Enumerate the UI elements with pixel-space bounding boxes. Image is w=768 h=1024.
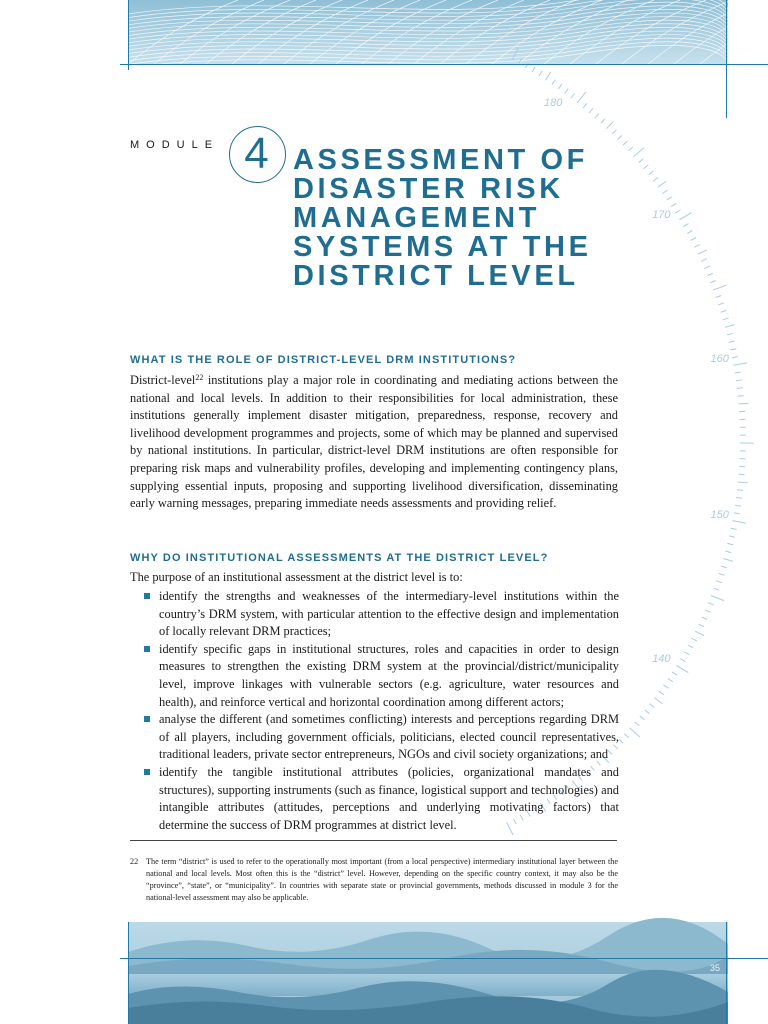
- footnote-text: The term “district” is used to refer to the operationally most important (from a local perspective) intermediary institutional layer between the national and local levels. Most often this is the “district” level. However, depending on the specific country context, it may also be the “province”, “state”, or “municipality”. In countries with separate state or provincial governments, methods discussed in module 3 for the national-level assessment may also be applicable.: [146, 857, 618, 902]
- bullet-item: [143, 641, 619, 711]
- landscape-banner-image: [128, 922, 728, 1024]
- title-line: ASSESSMENT OF: [293, 144, 588, 176]
- bullet-text: identify the tangible institutional attributes (policies, organizational mandates and structures), supporting instruments (such as finance, logistical support and technologies) and intangible attributes (attitudes, perceptions and underlying motivating factors) that determine the success of DRM programmes at district level.: [159, 764, 619, 832]
- footnote-reference[interactable]: 22: [195, 373, 204, 382]
- module-title: [293, 146, 592, 291]
- bullet-text: identify the strengths and weaknesses of the intermediary-level institutions within the country’s DRM system, with particular attention to the effective design and implementation of locally relevant DRM practices;: [159, 589, 619, 639]
- square-bullet-icon: [144, 646, 150, 652]
- module-number: 4: [244, 129, 269, 178]
- section-intro-why: The purpose of an institutional assessment at the district level is to:: [130, 570, 463, 584]
- section-heading-role: WHAT IS THE ROLE OF DISTRICT-LEVEL DRM INSTITUTIONS?: [130, 354, 517, 366]
- paragraph-body: institutions play a major role in coordinating and mediating actions between the national and local levels. In addition to their responsibilities for local administration, these institutions generally implement disaster mitigation, preparedness, response, recovery and livelihood development programmes and projects, some of which may be planned and supervised by national institutions. In particular, district-level DRM institutions are often responsible for preparing risk maps and vulnerability profiles, developing and implementing contingency plans, supplying essential inputs, proposing and supporting livelihood diversification, disseminating early warning messages, preparing immediate needs assessments and providing relief.: [130, 373, 618, 511]
- frame-line: [120, 64, 768, 65]
- title-line: DISASTER RISK: [293, 173, 564, 205]
- page-number: 35: [710, 963, 721, 973]
- bullet-item: [143, 588, 619, 641]
- dial-label: 170: [652, 208, 671, 221]
- footnote-divider: [130, 840, 617, 841]
- bullet-item: [143, 711, 619, 764]
- frame-line: [128, 922, 129, 1024]
- frame-line: [128, 0, 129, 70]
- section-heading-why: WHY DO INSTITUTIONAL ASSESSMENTS AT THE DISTRICT LEVEL?: [130, 552, 549, 564]
- dial-label: 180: [544, 96, 563, 109]
- square-bullet-icon: [144, 716, 150, 722]
- section-paragraph-role: [130, 372, 618, 513]
- dial-label: 140: [652, 653, 671, 666]
- bullet-text: analyse the different (and sometimes conflicting) interests and perceptions regarding DRM of all players, including government officials, politicians, elected council representatives, traditional leaders, private sector entrepreneurs, NGOs and civil society organizations; and: [159, 712, 619, 762]
- title-line: DISTRICT LEVEL: [293, 260, 579, 292]
- bullet-text: identify specific gaps in institutional structures, roles and capacities in order to design measures to strengthen the existing DRM system at the provincial/district/municipality level, improve linkages with vulnerable sectors (e.g. agriculture, water resources and health), and reinforce vertical and horizontal coordination among different actors;: [159, 641, 619, 709]
- title-line: SYSTEMS AT THE: [293, 231, 592, 263]
- footnote-number: 22: [130, 857, 139, 866]
- bullet-item: [143, 764, 619, 834]
- module-label: MODULE: [130, 139, 220, 151]
- top-wave-banner: [128, 0, 728, 64]
- title-line: MANAGEMENT: [293, 202, 541, 234]
- dial-label: 160: [710, 353, 729, 366]
- dial-label: 150: [710, 508, 729, 521]
- paragraph-lead: District-level: [130, 373, 196, 387]
- frame-line: [120, 958, 768, 959]
- frame-line: [726, 922, 727, 1024]
- square-bullet-icon: [144, 769, 150, 775]
- purpose-bullet-list: [143, 588, 619, 834]
- frame-line: [726, 0, 727, 118]
- square-bullet-icon: [144, 593, 150, 599]
